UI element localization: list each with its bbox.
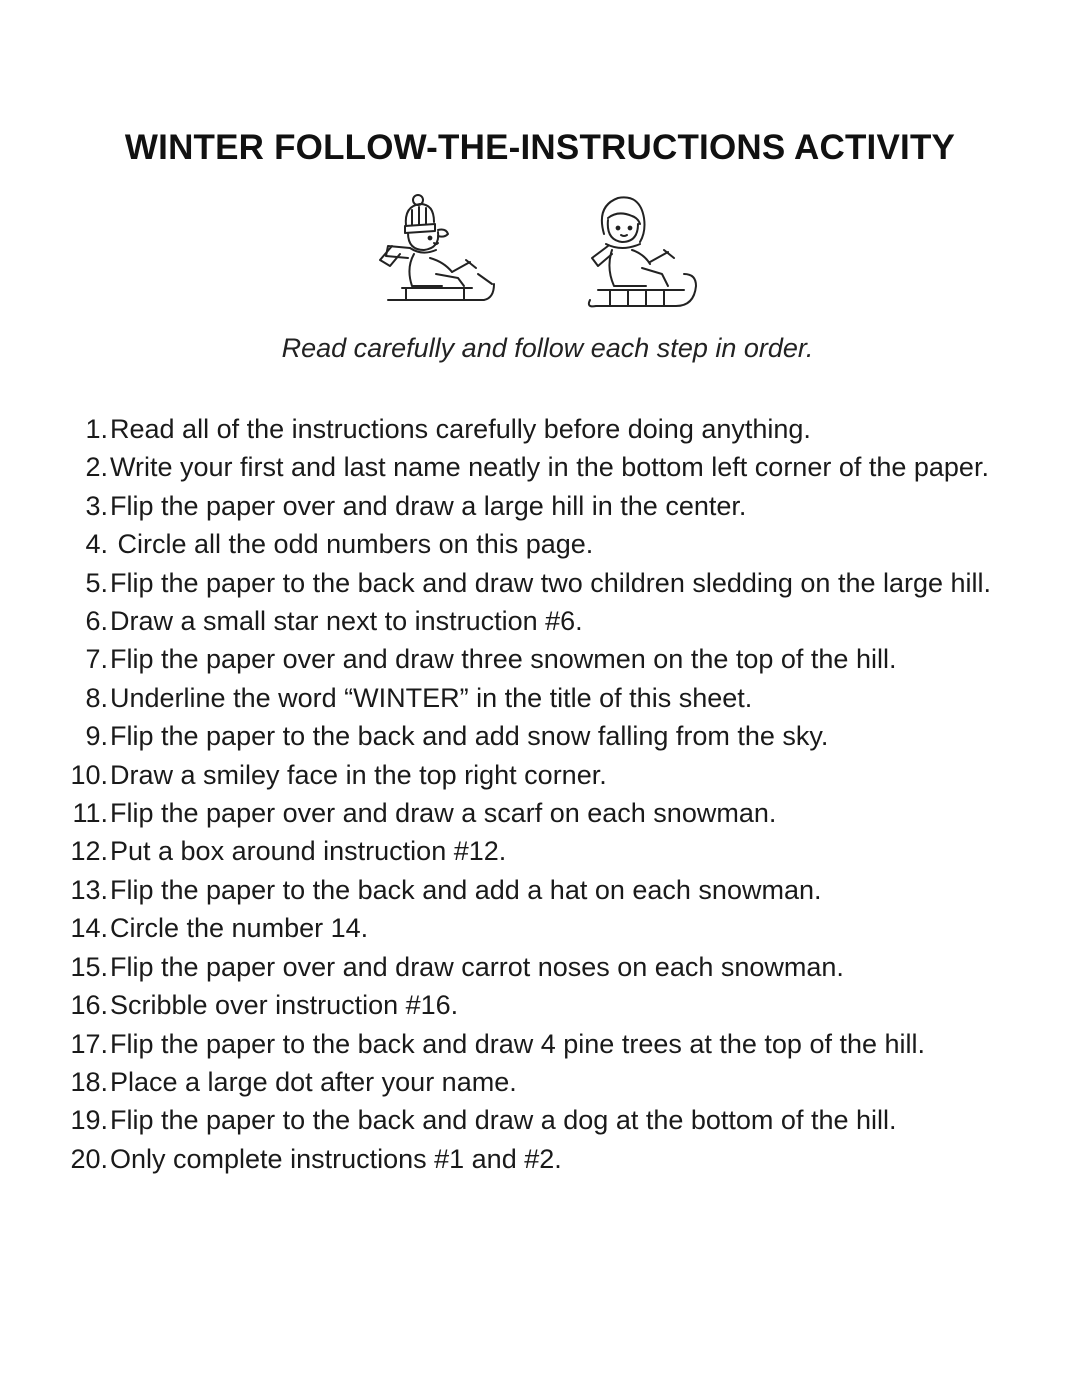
- list-item: [60, 602, 1040, 640]
- list-item: [60, 564, 1040, 602]
- step-number: 18.: [70, 1066, 108, 1097]
- girl-on-sled-icon: [584, 188, 702, 312]
- step-text: Write your first and last name neatly in the bottom left corner of the paper.: [110, 452, 989, 483]
- step-text: Flip the paper over and draw three snowmen on the top of the hill.: [110, 644, 897, 675]
- step-text: Flip the paper over and draw a large hill in the center.: [110, 490, 747, 521]
- list-item: [60, 871, 1040, 909]
- step-number: 4.: [85, 529, 108, 560]
- step-number: 12.: [70, 836, 108, 867]
- list-item: [60, 948, 1040, 986]
- list-item: [60, 717, 1040, 755]
- step-text: Place a large dot after your name.: [110, 1066, 517, 1097]
- list-item: [60, 909, 1040, 947]
- step-text: Flip the paper to the back and draw 4 pine trees at the top of the hill.: [110, 1028, 926, 1059]
- step-number: 5.: [85, 567, 108, 598]
- step-number: 15.: [70, 951, 108, 982]
- instruction-list: [60, 410, 1040, 1178]
- subtitle: Read carefully and follow each step in order.: [281, 333, 814, 363]
- step-text: Flip the paper to the back and add a hat on each snowman.: [110, 874, 822, 905]
- list-item: [60, 525, 1040, 563]
- step-number: 19.: [70, 1105, 108, 1136]
- list-item: [60, 832, 1040, 870]
- step-number: 17.: [70, 1028, 108, 1059]
- step-text: Draw a small star next to instruction #6.: [110, 606, 583, 637]
- step-text: Flip the paper to the back and draw two children sledding on the large hill.: [110, 567, 992, 598]
- list-item: [60, 410, 1040, 448]
- step-number: 10.: [70, 759, 108, 790]
- list-item: [60, 1063, 1040, 1101]
- step-number: 13.: [70, 874, 108, 905]
- list-item: [60, 448, 1040, 486]
- step-number: 14.: [70, 913, 108, 944]
- list-item: [60, 1025, 1040, 1063]
- list-item: [60, 986, 1040, 1024]
- step-number: 3.: [85, 490, 108, 521]
- step-text: Read all of the instructions carefully before doing anything.: [110, 414, 811, 444]
- list-item: [60, 1101, 1040, 1139]
- step-number: 20.: [70, 1143, 108, 1174]
- step-text: Flip the paper to the back and draw a dog at the bottom of the hill.: [110, 1105, 897, 1136]
- list-item: [60, 1140, 1040, 1178]
- step-text: Underline the word “WINTER” in the title of this sheet.: [110, 682, 753, 713]
- step-text: Put a box around instruction #12.: [110, 836, 507, 867]
- list-item: [60, 679, 1040, 717]
- step-number: 8.: [85, 682, 108, 713]
- step-text: Circle the number 14.: [110, 913, 369, 944]
- list-item: [60, 756, 1040, 794]
- step-text: Flip the paper to the back and add snow falling from the sky.: [110, 721, 829, 752]
- step-number: 6.: [85, 606, 108, 637]
- step-text: Flip the paper over and draw carrot noses on each snowman.: [110, 951, 844, 982]
- step-number: 9.: [85, 721, 108, 752]
- step-text: Only complete instructions #1 and #2.: [110, 1143, 562, 1174]
- step-number: 2.: [85, 452, 108, 483]
- list-item: [60, 487, 1040, 525]
- step-text: Draw a smiley face in the top right corner.: [110, 759, 607, 790]
- step-number: 16.: [70, 990, 108, 1021]
- step-text: Scribble over instruction #16.: [110, 990, 459, 1021]
- list-item: [60, 640, 1040, 678]
- step-text: Circle all the odd numbers on this page.: [110, 529, 594, 560]
- page-title: WINTER FOLLOW-THE-INSTRUCTIONS ACTIVITY: [124, 128, 956, 167]
- list-item: [60, 794, 1040, 832]
- boy-on-sled-icon: [372, 188, 502, 312]
- step-text: Flip the paper over and draw a scarf on each snowman.: [110, 798, 777, 829]
- step-number: 1.: [85, 414, 108, 444]
- illustrations: [372, 188, 702, 312]
- step-number: 11.: [72, 798, 108, 829]
- step-number: 7.: [85, 644, 108, 675]
